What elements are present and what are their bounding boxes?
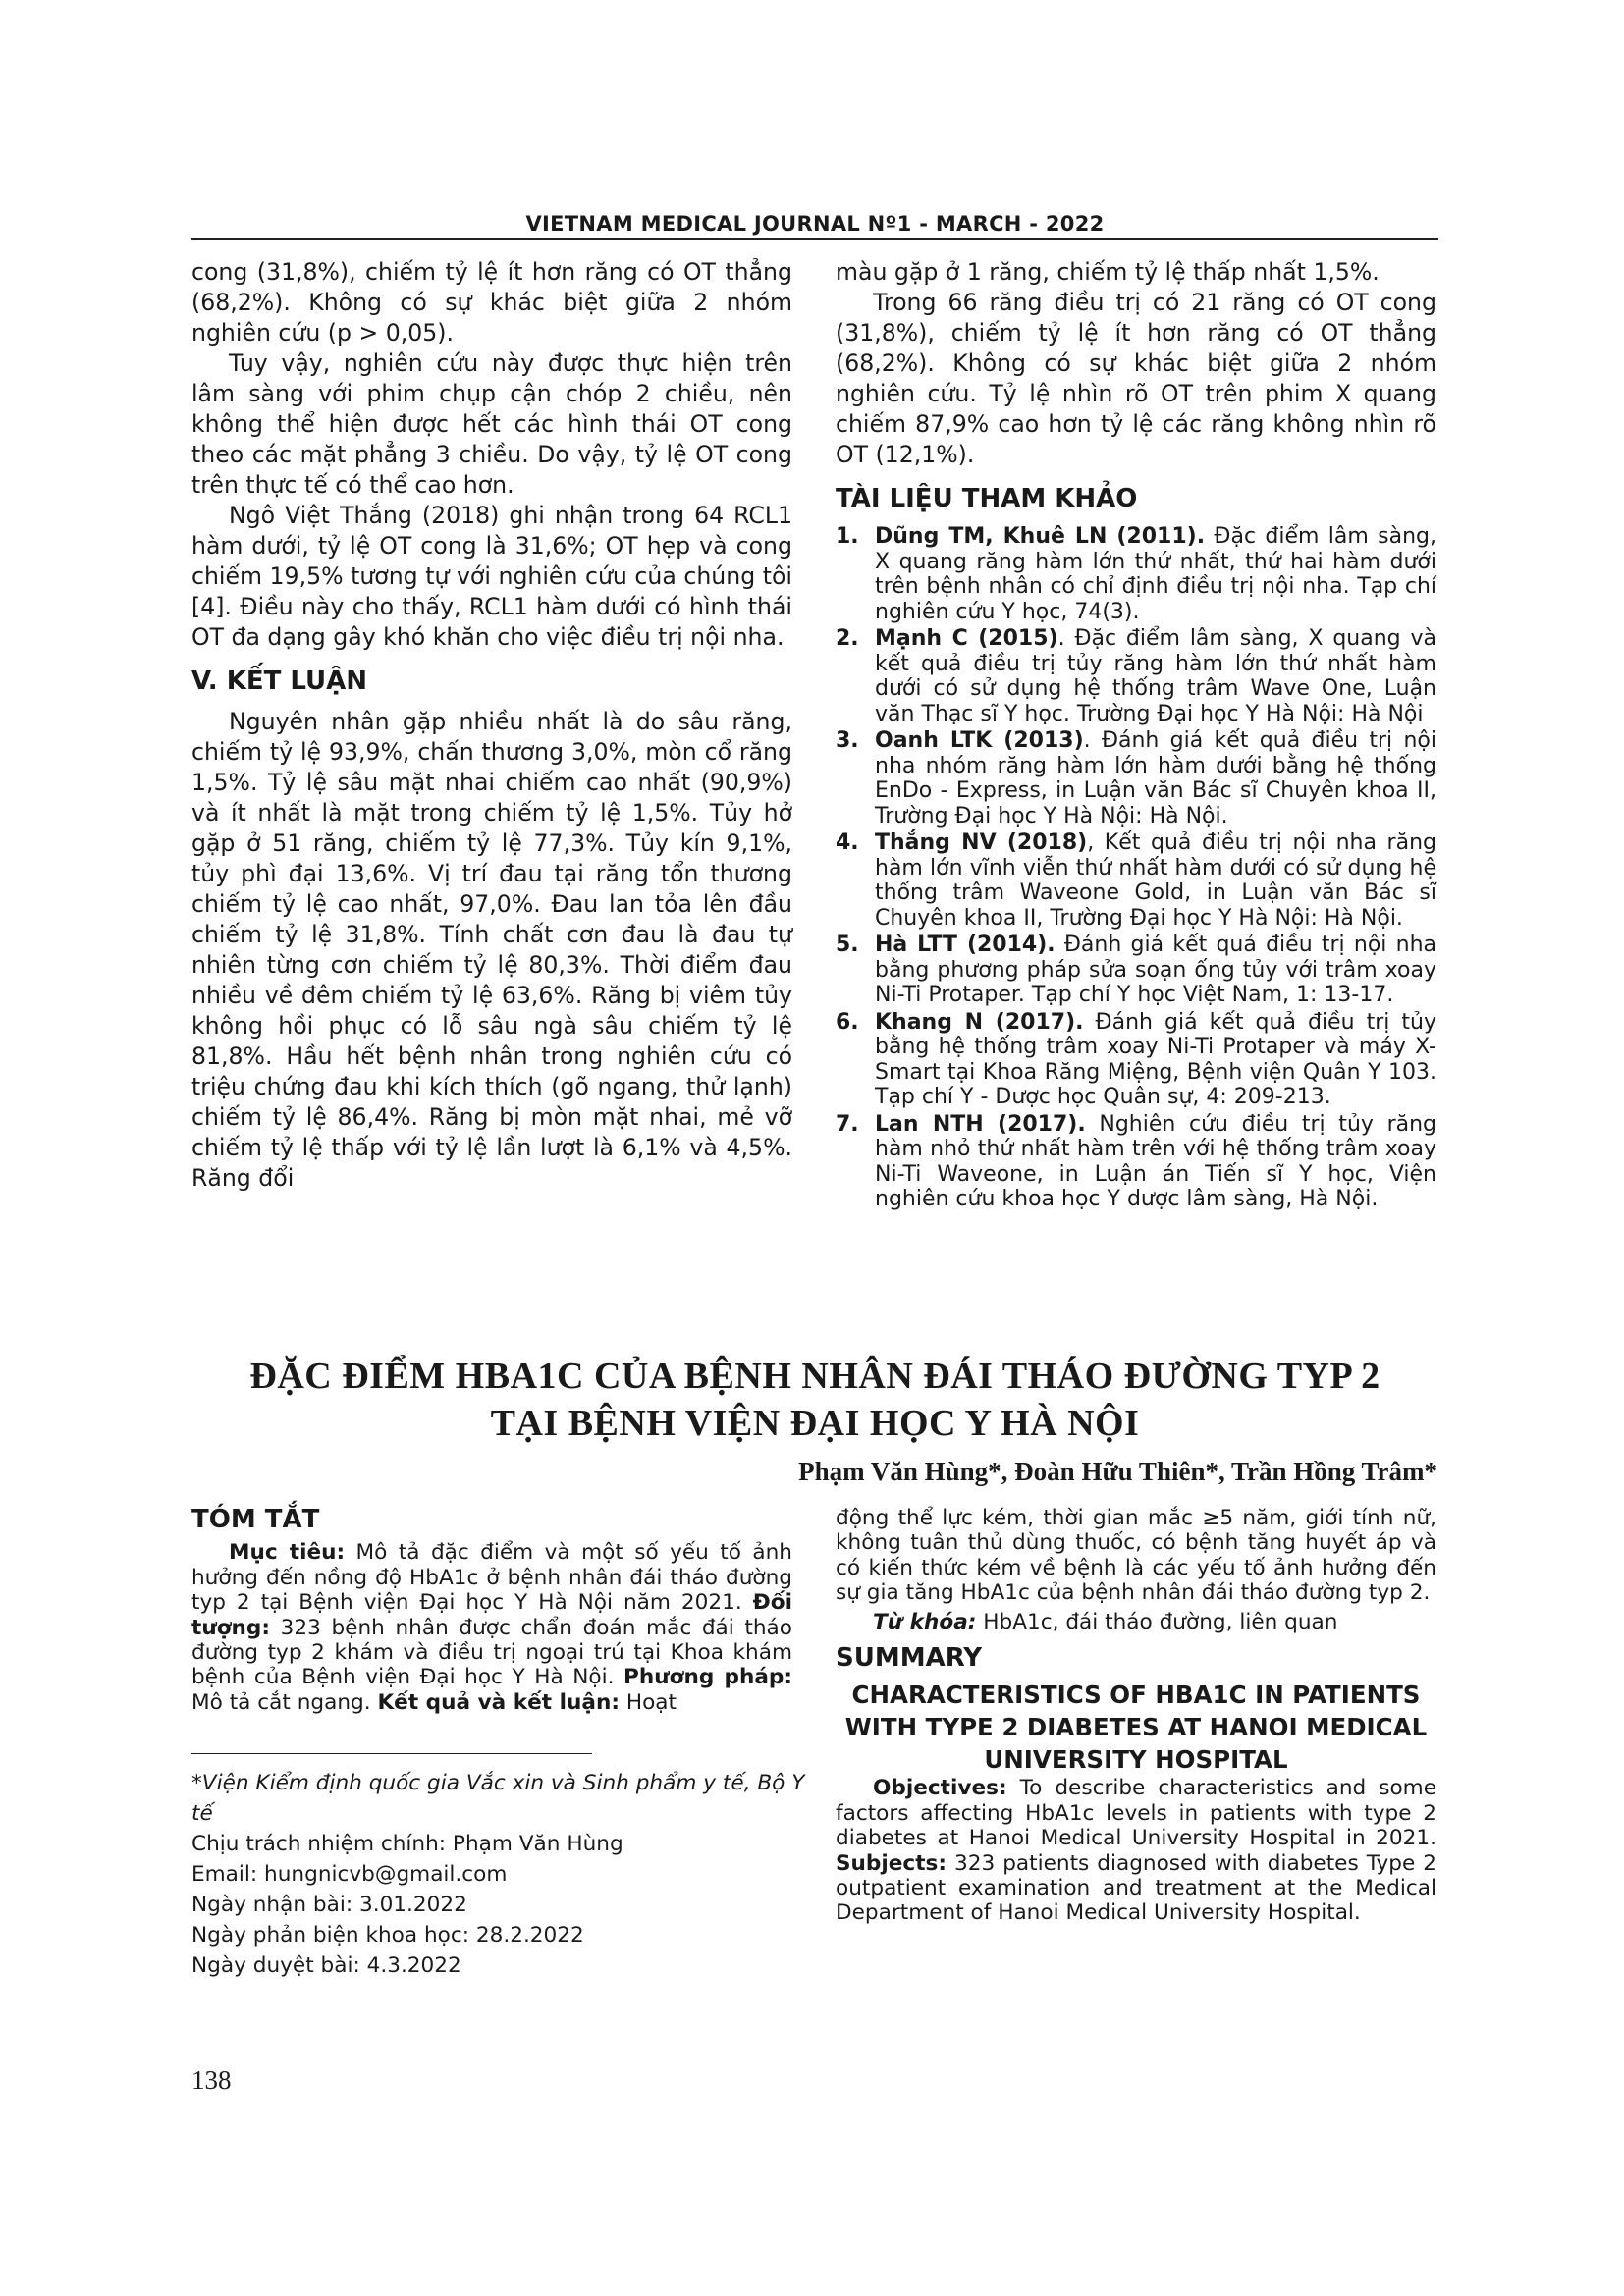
left-paragraph-1: cong (31,8%), chiếm tỷ lệ ít hơn răng có OT thẳng (68,2%). Không có sự khác biệt giữa 2 nhóm nghiên cứu (p > 0,05). xyxy=(191,258,792,347)
abstract-vi xyxy=(191,1505,792,1715)
header-rule xyxy=(191,238,1438,240)
references-heading: TÀI LIỆU THAM KHẢO xyxy=(836,484,1138,513)
footnote-responsible: Chịu trách nhiệm chính: Phạm Văn Hùng xyxy=(191,1832,623,1856)
conclusion-heading: V. KẾT LUẬN xyxy=(191,667,368,696)
article-authors: Phạm Văn Hùng*, Đoàn Hữu Thiên*, Trần Hồng Trâm* xyxy=(798,1457,1437,1486)
reference-item: 3. Oanh LTK (2013). Đánh giá kết quả điều trị nội nha nhóm răng hàm lớn hàm dưới bằng hệ thống EnDo - Express, in Luận văn Bác sĩ Chuyên khoa II, Trường Đại học Y Hà Nội: Hà Nội. xyxy=(836,728,1436,828)
reference-item: 7. Lan NTH (2017). Nghiên cứu điều trị tủy răng hàm nhỏ thứ nhất hàm trên với hệ thống trâm xoay Ni-Ti Waveone, in Luận án Tiến sĩ Y học, Viện nghiên cứu khoa học Y dược lâm sàng, Hà Nội. xyxy=(836,1111,1436,1211)
footnote-affiliation: *Viện Kiểm định quốc gia Vắc xin và Sinh phẩm y tế, Bộ Y tế xyxy=(191,1771,805,1826)
reference-item: 6. Khang N (2017). Đánh giá kết quả điều trị tủy bằng hệ thống trâm xoay Ni-Ti Protaper và máy X-Smart tại Khoa Răng Miệng, Bệnh viện Quân Y 103. Tạp chí Y - Dược học Quân sự, 4: 209-213. xyxy=(836,1009,1436,1109)
article-title-line-1: ĐẶC ĐIỂM HBA1C CỦA BỆNH NHÂN ĐÁI THÁO ĐƯỜNG TYP 2 xyxy=(249,1356,1380,1397)
footnote-received: Ngày nhận bài: 3.01.2022 xyxy=(191,1893,467,1917)
references-list xyxy=(836,524,1436,1212)
reference-item: 2. Mạnh C (2015). Đặc điểm lâm sàng, X quang và kết quả điều trị tủy răng hàm lớn thứ nhất hàm dưới có sử dụng hệ thống trâm Wave One, Luận văn Thạc sĩ Y học. Trường Đại học Y Hà Nội: Hà Nội xyxy=(836,626,1436,726)
right-column xyxy=(836,257,1436,1214)
reference-item: 4. Thắng NV (2018), Kết quả điều trị nội nha răng hàm lớn vĩnh viễn thứ nhất hàm dưới có sử dụng hệ thống trâm Waveone Gold, in Luận văn Bác sĩ Chuyên khoa II, Trường Đại học Y Hà Nội: Hà Nội. xyxy=(836,830,1436,931)
journal-header: VIETNAM MEDICAL JOURNAL Nº1 - MARCH - 2022 xyxy=(525,212,1105,236)
conclusion-paragraph: Nguyên nhân gặp nhiều nhất là do sâu răng, chiếm tỷ lệ 93,9%, chấn thương 3,0%, mòn cổ răng 1,5%. Tỷ lệ sâu mặt nhai chiếm cao nhất (90,9%) và ít nhất là mặt trong chiếm tỷ lệ 1,5%. Tủy hở gặp ở 51 răng, chiếm tỷ lệ 77,3%. Tủy kín 9,1%, tủy phì đại 13,6%. Vị trí đau tại răng tổn thương chiếm tỷ lệ cao nhất, 97,0%. Đau lan tỏa lên đầu chiếm tỷ lệ 31,8%. Tính chất cơn đau là đau tự nhiên từng cơn chiếm tỷ lệ 80,3%. Thời điểm đau nhiều về đêm chiếm tỷ lệ 63,6%. Răng bị viêm tủy không hồi phục có lỗ sâu ngà sâu chiếm tỷ lệ 81,8%. Hầu hết bệnh nhân trong nghiên cứu có triệu chứng đau khi kích thích (gõ ngang, thử lạnh) chiếm tỷ lệ 86,4%. Răng bị mòn mặt nhai, mẻ vỡ chiếm tỷ lệ thấp với tỷ lệ lần lượt là 6,1% và 4,5%. Răng đổi xyxy=(191,708,792,1192)
summary-heading: SUMMARY xyxy=(836,1643,983,1674)
abstract-continued: động thể lực kém, thời gian mắc ≥5 năm, giới tính nữ, không tuân thủ dùng thuốc, có bệnh tăng huyết áp và có kiến thức kém về bệnh là các yếu tố ảnh hưởng đến sự gia tăng HbA1c của bệnh nhân đái tháo đường typ 2. xyxy=(836,1506,1436,1606)
abstract-paragraph: Mục tiêu: Mô tả đặc điểm và một số yếu tố ảnh hưởng đến nồng độ HbA1c ở bệnh nhân đái tháo đường typ 2 tại Bệnh viện Đại học Y Hà Nội năm 2021. Đối tượng: 323 bệnh nhân được chẩn đoán mắc đái tháo đường typ 2 khám và điều trị ngoại trú tại Khoa khám bệnh của Bệnh viện Đại học Y Hà Nội. Phương pháp: Mô tả cắt ngang. Kết quả và kết luận: Hoạt xyxy=(191,1540,792,1715)
footnote-rule xyxy=(191,1753,592,1754)
keywords: Từ khóa: HbA1c, đái tháo đường, liên quan xyxy=(873,1609,1338,1634)
left-paragraph-2: Tuy vậy, nghiên cứu này được thực hiện trên lâm sàng với phim chụp cận chóp 2 chiều, nên không thể hiện được hết các hình thái OT cong theo các mặt phẳng 3 chiều. Do vậy, tỷ lệ OT cong trên thực tế có thể cao hơn. xyxy=(191,349,792,499)
footnote-accepted: Ngày duyệt bài: 4.3.2022 xyxy=(191,1953,461,1978)
left-paragraph-3: Ngô Việt Thắng (2018) ghi nhận trong 64 RCL1 hàm dưới, tỷ lệ OT cong là 31,6%; OT hẹp và cong chiếm 19,5% tương tự với nghiên cứu của chúng tôi [4]. Điều này cho thấy, RCL1 hàm dưới có hình thái OT đa dạng gây khó khăn cho việc điều trị nội nha. xyxy=(191,502,792,651)
footnote-reviewed: Ngày phản biện khoa học: 28.2.2022 xyxy=(191,1923,584,1948)
article-title xyxy=(191,1353,1438,1447)
right-paragraph-2: Trong 66 răng điều trị có 21 răng có OT cong (31,8%), chiếm tỷ lệ ít hơn răng có OT thẳng (68,2%). Không có sự khác biệt giữa 2 nhóm nghiên cứu. Tỷ lệ nhìn rõ OT trên phim X quang chiếm 87,9% cao hơn tỷ lệ các răng không nhìn rõ OT (12,1%). xyxy=(836,289,1436,468)
reference-item: 5. Hà LTT (2014). Đánh giá kết quả điều trị nội nha bằng phương pháp sửa soạn ống tủy với trâm xoay Ni-Ti Protaper. Tạp chí Y học Việt Nam, 1: 13-17. xyxy=(836,933,1437,1007)
right-paragraph-1: màu gặp ở 1 răng, chiếm tỷ lệ thấp nhất 1,5%. xyxy=(836,258,1380,286)
left-column xyxy=(191,257,792,1194)
footnote xyxy=(191,1768,815,1981)
footnote-email: Email: hungnicvb@gmail.com xyxy=(191,1862,508,1887)
reference-item: 1. Dũng TM, Khuê LN (2011). Đặc điểm lâm sàng, X quang răng hàm lớn thứ nhất, thứ hai hàm dưới trên bệnh nhân có chỉ định điều trị nội nha. Tạp chí nghiên cứu Y học, 74(3). xyxy=(836,524,1436,624)
abstract-heading: TÓM TẮT xyxy=(191,1505,320,1534)
summary-paragraph: Objectives: To describe characteristics and some factors affecting HbA1c levels in patients with type 2 diabetes at Hanoi Medical University Hospital in 2021. Subjects: 323 patients diagnosed with diabetes Type 2 outpatient examination and treatment at the Medical Department of Hanoi Medical University Hospital. xyxy=(836,1776,1436,1926)
article-title-line-2: TẠI BỆNH VIỆN ĐẠI HỌC Y HÀ NỘI xyxy=(490,1403,1140,1444)
page-number: 138 xyxy=(191,2065,232,2095)
english-title: CHARACTERISTICS OF HBA1C IN PATIENTS WITH TYPE 2 DIABETES AT HANOI MEDICAL UNIVERSITY HOSPITAL xyxy=(844,1681,1428,1775)
abstract-right-column xyxy=(836,1506,1436,1926)
